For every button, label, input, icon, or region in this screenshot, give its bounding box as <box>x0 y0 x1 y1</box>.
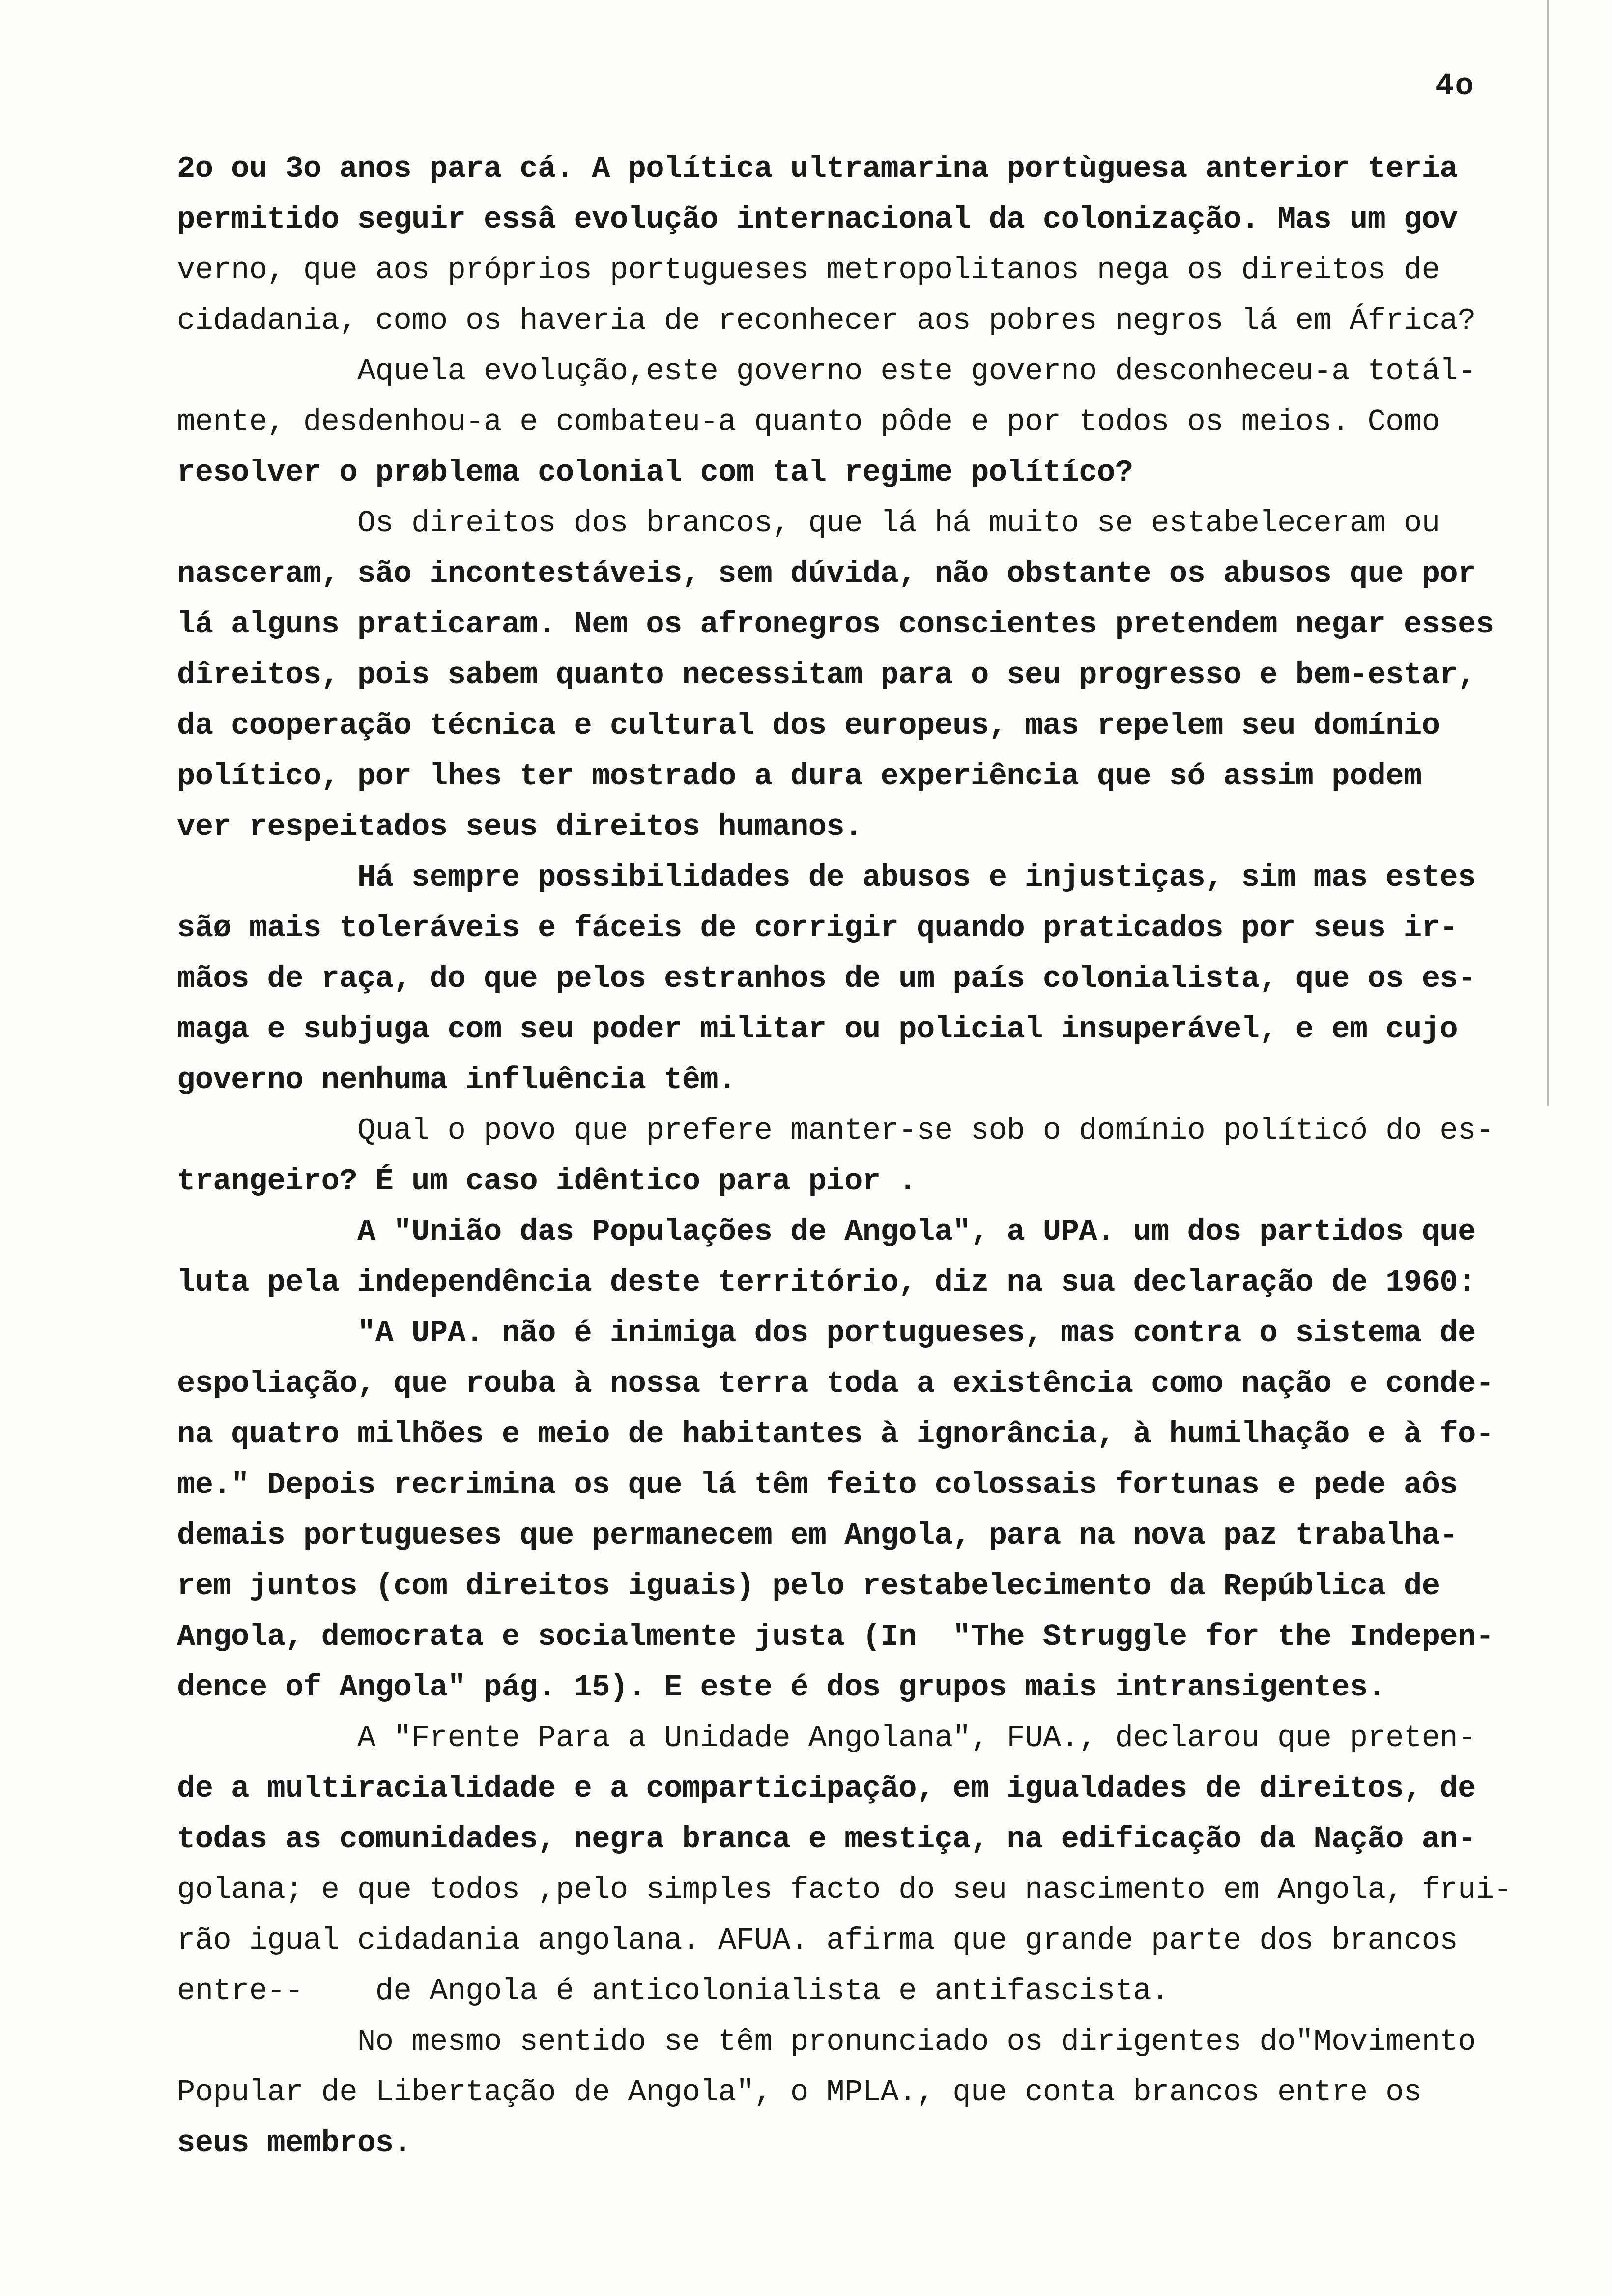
text-line: mente, desdenhou-a e combateu-a quanto pôde e por todos os meios. Como <box>177 404 1440 439</box>
text-line: golana; e que todos ,pelo simples facto do seu nascimento em Angola, frui- <box>177 1872 1512 1907</box>
page-number: 4o <box>1435 69 1475 104</box>
text-line: Os direitos dos brancos, que lá há muito se estabeleceram ou <box>177 506 1440 541</box>
text-line: "A UPA. não é inimiga dos portugueses, mas contra o sistema de <box>177 1316 1476 1350</box>
text-line: 2o ou 3o anos para cá. A política ultramarina portùguesa anterior teria <box>177 151 1458 186</box>
text-line: ver respeitados seus direitos humanos. <box>177 809 863 844</box>
text-line: maga e subjuga com seu poder militar ou policial insuperável, e em cujo <box>177 1012 1458 1047</box>
text-line: permitido seguir essâ evolução internacional da colonização. Mas um gov <box>177 202 1458 237</box>
text-line: governo nenhuma influência têm. <box>177 1062 736 1097</box>
text-line: na quatro milhões e meio de habitantes à ignorância, à humilhação e à fo- <box>177 1417 1494 1452</box>
text-line: verno, que aos próprios portugueses metropolitanos nega os direitos de <box>177 253 1440 287</box>
text-line: rem juntos (com direitos iguais) pelo restabelecimento da República de <box>177 1569 1440 1604</box>
text-line: seus membros. <box>177 2125 412 2160</box>
text-line: todas as comunidades, negra branca e mestiça, na edificação da Nação an- <box>177 1822 1476 1857</box>
text-line: A "União das Populações de Angola", a UPA. um dos partidos que <box>177 1214 1476 1249</box>
text-line: entre-- de Angola é anticolonialista e antifascista. <box>177 1974 1169 2009</box>
text-line: Popular de Libertação de Angola", o MPLA., que conta brancos entre os <box>177 2075 1422 2110</box>
text-line: dence of Angola" pág. 15). E este é dos grupos mais intransigentes. <box>177 1670 1386 1705</box>
text-line: lá alguns praticaram. Nem os afronegros conscientes pretendem negar esses <box>177 607 1494 642</box>
text-line: A "Frente Para a Unidade Angolana", FUA., declarou que preten- <box>177 1721 1476 1755</box>
text-line: demais portugueses que permanecem em Angola, para na nova paz trabalha- <box>177 1518 1458 1553</box>
text-line: político, por lhes ter mostrado a dura experiência que só assim podem <box>177 759 1422 794</box>
text-line: nasceram, são incontestáveis, sem dúvida, não obstante os abusos que por <box>177 556 1476 591</box>
text-line: Qual o povo que prefere manter-se sob o domínio políticó do es- <box>177 1113 1494 1148</box>
text-line: trangeiro? É um caso idêntico para pior . <box>177 1164 917 1199</box>
text-line: resolver o prøblema colonial com tal regime polítíco? <box>177 455 1133 490</box>
text-line: mãos de raça, do que pelos estranhos de um país colonialista, que os es- <box>177 961 1476 996</box>
text-line: dîreitos, pois sabem quanto necessitam para o seu progresso e bem-estar, <box>177 658 1476 692</box>
body-text <box>177 144 1553 2168</box>
text-line: luta pela independência deste território, diz na sua declaração de 1960: <box>177 1265 1476 1300</box>
text-line: rão igual cidadania angolana. AFUA. afirma que grande parte dos brancos <box>177 1923 1458 1958</box>
text-line: Há sempre possibilidades de abusos e injustiças, sim mas estes <box>177 860 1476 895</box>
text-line: No mesmo sentido se têm pronunciado os dirigentes do"Movimento <box>177 2024 1476 2059</box>
text-line: Aquela evolução,este governo este governo desconheceu-a totál- <box>177 354 1476 389</box>
text-line: cidadania, como os haveria de reconhecer aos pobres negros lá em África? <box>177 303 1476 338</box>
text-line: Angola, democrata e socialmente justa (In "The Struggle for the Indepen- <box>177 1619 1494 1654</box>
text-line: espoliação, que rouba à nossa terra toda a existência como nação e conde- <box>177 1366 1494 1401</box>
text-line: sãø mais toleráveis e fáceis de corrigir quando praticados por seus ir- <box>177 911 1458 946</box>
text-line: de a multiracialidade e a comparticipação, em igualdades de direitos, de <box>177 1771 1476 1806</box>
text-line: da cooperação técnica e cultural dos europeus, mas repelem seu domínio <box>177 708 1440 743</box>
text-line: me." Depois recrimina os que lá têm feito colossais fortunas e pede aôs <box>177 1467 1458 1502</box>
